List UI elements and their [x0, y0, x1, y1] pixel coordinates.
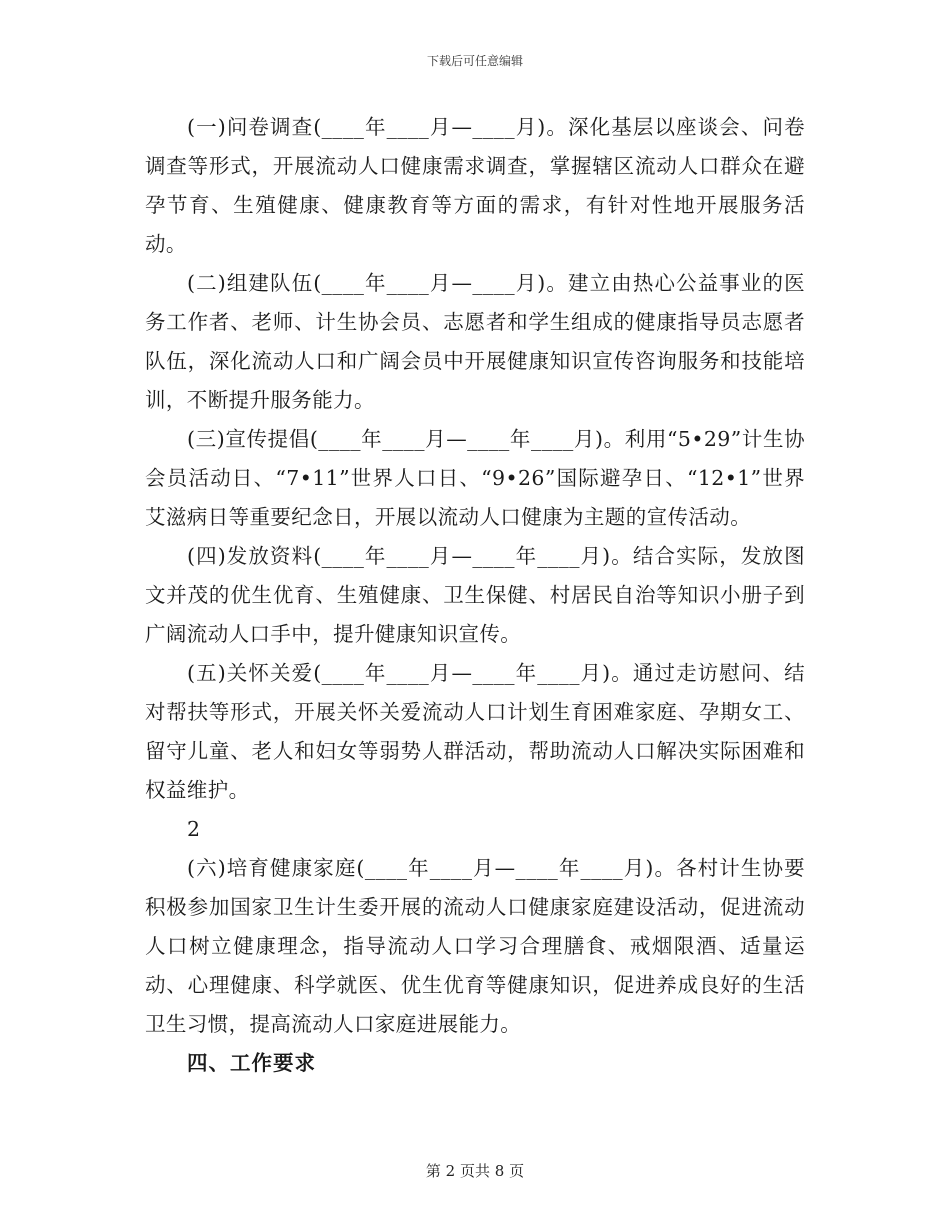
inline-page-number: 2 — [187, 817, 201, 841]
page-footer: 第 2 页共 8 页 — [425, 1162, 525, 1180]
page-header: 下载后可任意编辑 — [426, 54, 523, 68]
paragraph-team-building: (二)组建队伍(____年____月—____月)。建立由热心公益事业的医务工作者、老师、计生协会员、志愿者和学生组成的健康指导员志愿者队伍，深化流动人口和广阔会员中开展健康知识宣传咨询服务和技能培训，不断提升服务能力。 — [145, 271, 805, 412]
paragraph-healthy-family: (六)培育健康家庭(____年____月—____年____月)。各村计生协要积极参加国家卫生计生委开展的流动人口健康家庭建设活动，促进流动人口树立健康理念，指导流动人口学习合理膳食、戒烟限酒、适量运动、心理健康、科学就医、优生优育等健康知识，促进养成良好的生活卫生习惯，提高流动人口家庭进展能力。 — [145, 856, 805, 1036]
paragraph-materials: (四)发放资料(____年____月—____年____月)。结合实际，发放图文并茂的优生优育、生殖健康、卫生保健、村居民自治等知识小册子到广阔流动人口手中，提升健康知识宣传。 — [145, 544, 805, 646]
document-body — [145, 108, 805, 1083]
paragraph-care: (五)关怀关爱(____年____月—____年____月)。通过走访慰问、结对帮扶等形式，开展关怀关爱流动人口计划生育困难家庭、孕期女工、留守儿童、老人和妇女等弱势人群活动，帮助流动人口解决实际困难和权益维护。 — [145, 661, 805, 802]
paragraph-publicity: (三)宣传提倡(____年____月—____年____月)。利用“5•29”计生协会员活动日、“7•11”世界人口日、“9•26”国际避孕日、“12•1”世界艾滋病日等重要纪念日，开展以流动人口健康为主题的宣传活动。 — [145, 427, 805, 529]
paragraph-questionnaire: (一)问卷调查(____年____月—____月)。深化基层以座谈会、问卷调查等形式，开展流动人口健康需求调查，掌握辖区流动人口群众在避孕节育、生殖健康、健康教育等方面的需求，有针对性地开展服务活动。 — [145, 115, 805, 256]
section-heading: 四、工作要求 — [187, 1051, 316, 1075]
